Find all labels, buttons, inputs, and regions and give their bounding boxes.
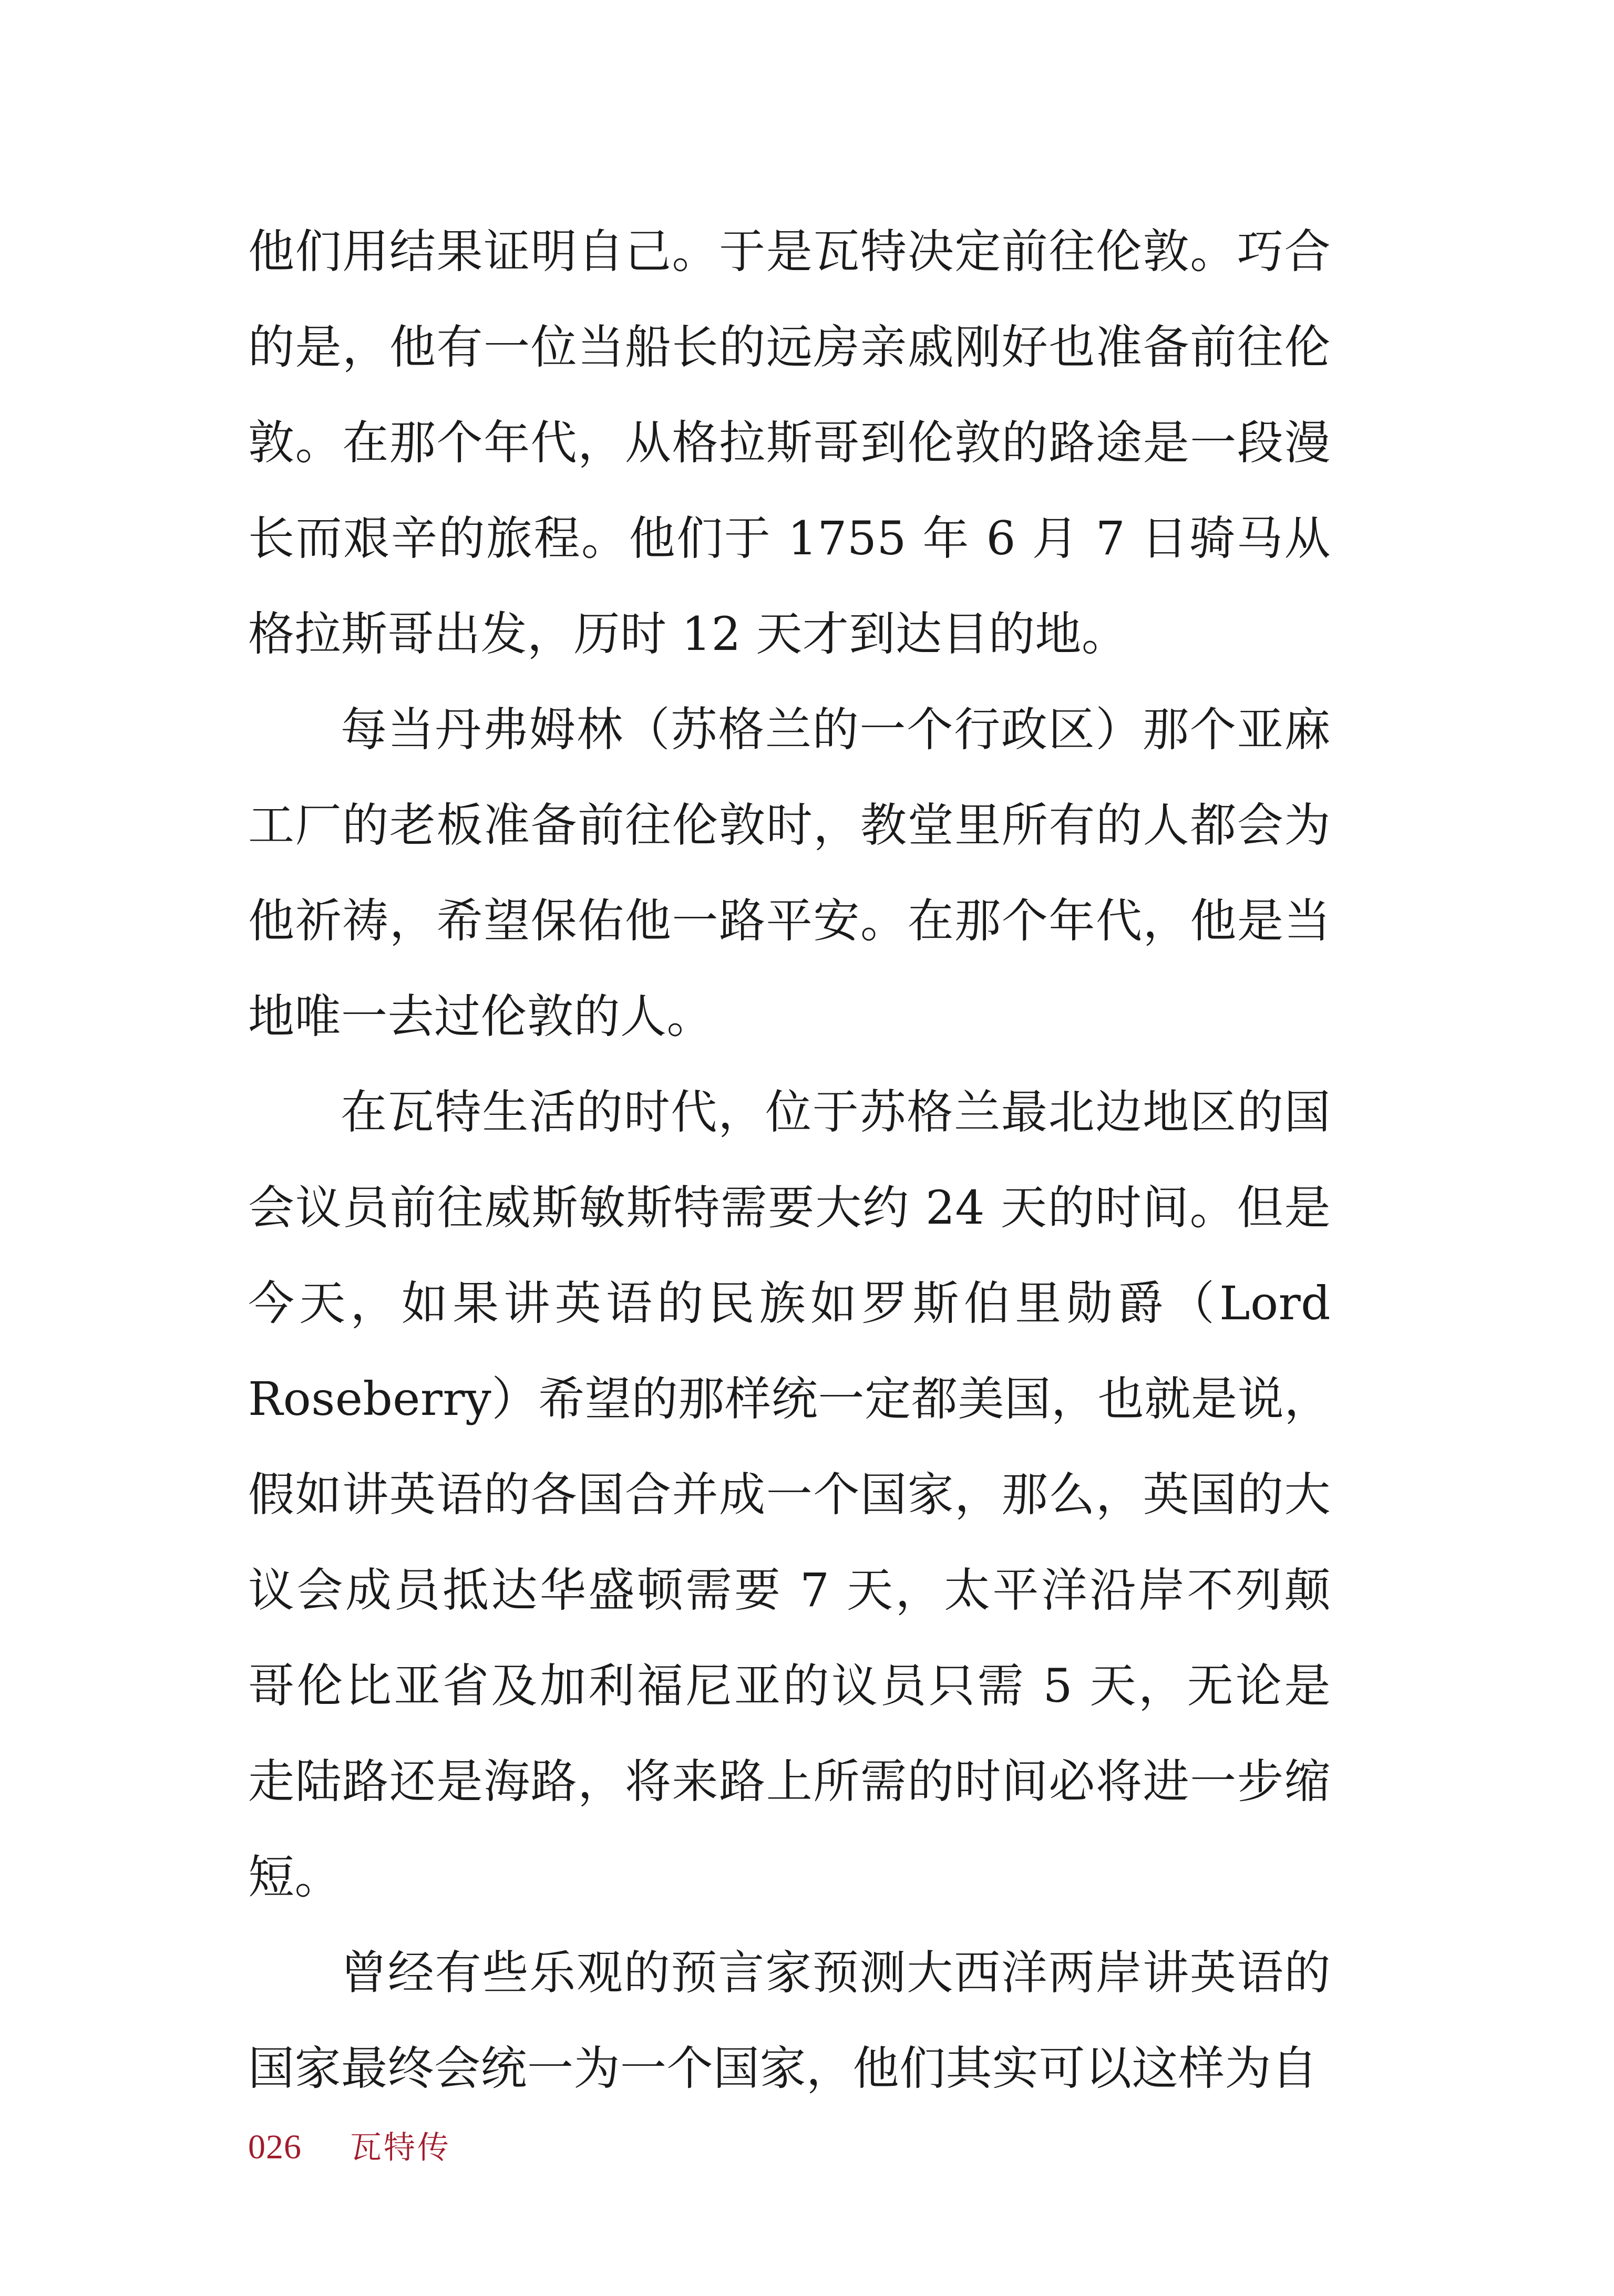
- page-footer: [248, 2123, 451, 2168]
- running-title: 瓦特传: [350, 2129, 451, 2166]
- paragraph-1: 他们用结果证明自己。于是瓦特决定前往伦敦。巧合的是，他有一位当船长的远房亲戚刚好也准备前往伦敦。在那个年代，从格拉斯哥到伦敦的路途是一段漫长而艰辛的旅程。他们于 1755 年 6 月 7 日骑马从格拉斯哥出发，历时 12 天才到达目的地。: [248, 224, 1331, 661]
- paragraph-4: 曾经有些乐观的预言家预测大西洋两岸讲英语的国家最终会统一为一个国家，他们其实可以这样为自: [248, 1946, 1331, 2095]
- paragraph-3: 在瓦特生活的时代，位于苏格兰最北边地区的国会议员前往威斯敏斯特需要大约 24 天的时间。但是今天，如果讲英语的民族如罗斯伯里勋爵（Lord Roseberry）希望的那样统一定都美国，也就是说，假如讲英语的各国合并成一个国家，那么，英国的大议会成员抵达华盛顿需要 7 天，太平洋沿岸不列颠哥伦比亚省及加利福尼亚的议员只需 5 天，无论是走陆路还是海路，将来路上所需的时间必将进一步缩短。: [248, 1085, 1331, 1904]
- page-number: 026: [248, 2128, 302, 2166]
- body-text: [248, 204, 1331, 2116]
- paragraph-2: 每当丹弗姆林（苏格兰的一个行政区）那个亚麻工厂的老板准备前往伦敦时，教堂里所有的人都会为他祈祷，希望保佑他一路平安。在那个年代，他是当地唯一去过伦敦的人。: [248, 702, 1331, 1043]
